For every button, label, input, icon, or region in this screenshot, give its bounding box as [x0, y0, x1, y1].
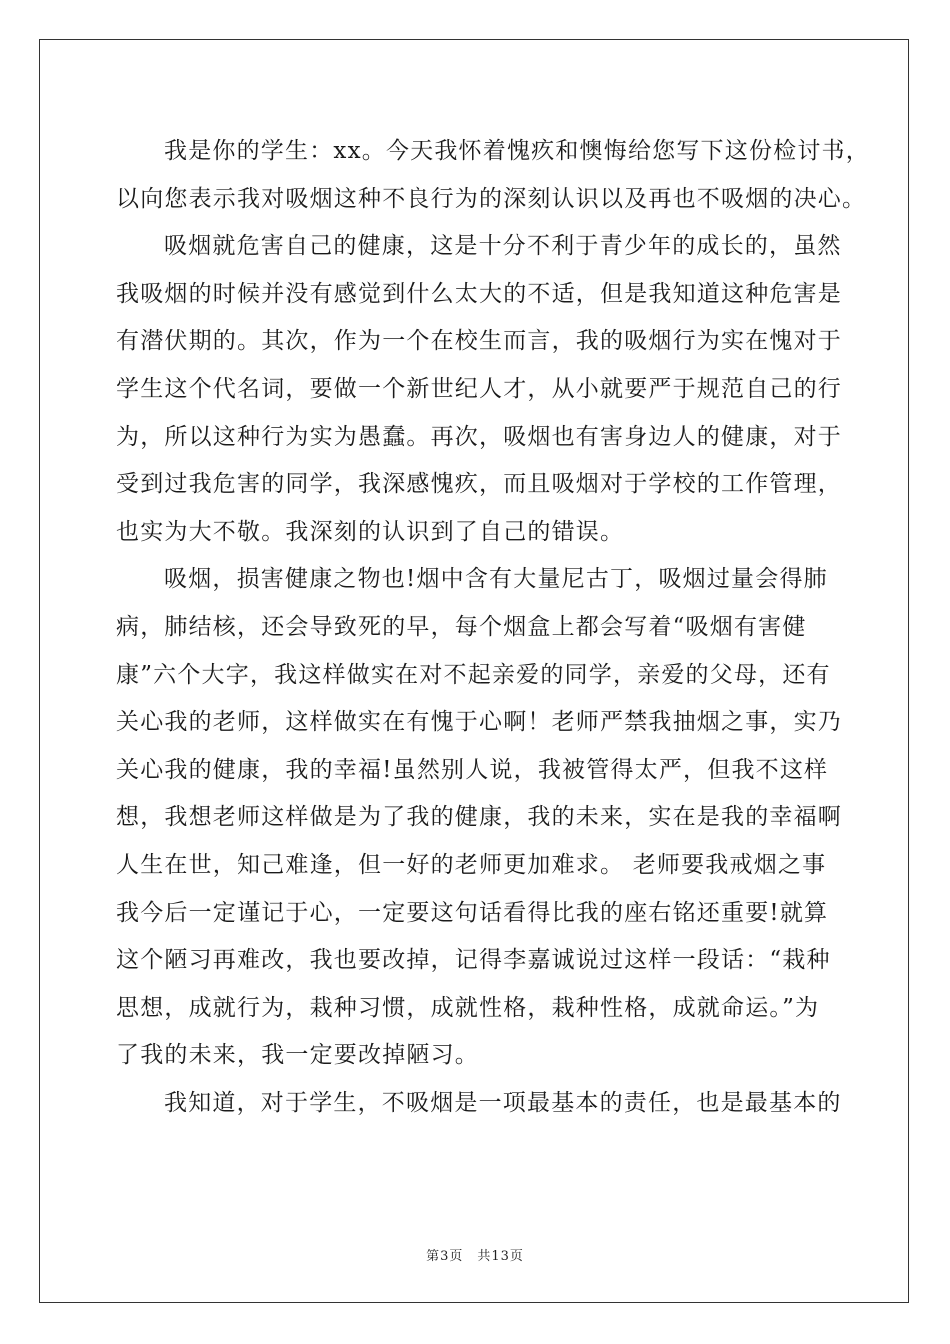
text-line: 我吸烟的时候并没有感觉到什么太大的不适，但是我知道这种危害是: [116, 280, 842, 307]
text-line: 这个陋习再难改，我也要改掉，记得李嘉诚说过这样一段话：“栽种: [116, 947, 831, 974]
text-line: 人生在世，知己难逢，但一好的老师更加难求。 老师要我戒烟之事: [116, 851, 827, 878]
text-line: 关心我的老师，这样做实在有愧于心啊！老师严禁我抽烟之事，实乃: [116, 709, 842, 736]
page-number-footer: 第3页 共13页: [426, 1249, 524, 1264]
text-line: 也实为大不敬。我深刻的认识到了自己的错误。: [116, 518, 625, 545]
text-line: 受到过我危害的同学，我深感愧疚，而且吸烟对于学校的工作管理，: [116, 471, 842, 498]
text-line: 吸烟，损害健康之物也!烟中含有大量尼古丁，吸烟过量会得肺: [164, 566, 828, 593]
document-body: [116, 128, 870, 1127]
text-line: 以向您表示我对吸烟这种不良行为的深刻认识以及再也不吸烟的决心。: [116, 185, 867, 212]
text-line: 有潜伏期的。其次，作为一个在校生而言，我的吸烟行为实在愧对于: [116, 328, 842, 355]
text-line: 想，我想老师这样做是为了我的健康，我的未来，实在是我的幸福啊: [116, 804, 842, 831]
text-line: 思想，成就行为，栽种习惯，成就性格，栽种性格，成就命运。”为: [116, 994, 820, 1021]
text-line: 了我的未来，我一定要改掉陋习。: [116, 1042, 479, 1069]
text-line: 我知道，对于学生，不吸烟是一项最基本的责任，也是最基本的: [164, 1089, 842, 1116]
text-line: 学生这个代名词，要做一个新世纪人才，从小就要严于规范自己的行: [116, 375, 842, 402]
text-line: 为，所以这种行为实为愚蠢。再次，吸烟也有害身边人的健康，对于: [116, 423, 842, 450]
text-line: 康”六个大字，我这样做实在对不起亲爱的同学，亲爱的父母，还有: [116, 661, 831, 688]
text-line: 我今后一定谨记于心，一定要这句话看得比我的座右铭还重要!就算: [116, 899, 829, 926]
text-line: 关心我的健康，我的幸福!虽然别人说，我被管得太严，但我不这样: [116, 756, 829, 783]
text-line: 我是你的学生：xx。今天我怀着愧疚和懊悔给您写下这份检讨书，: [164, 138, 870, 164]
text-line: 吸烟就危害自己的健康，这是十分不利于青少年的成长的，虽然: [164, 233, 842, 260]
text-line: 病，肺结核，还会导致死的早，每个烟盒上都会写着“吸烟有害健: [116, 613, 807, 640]
